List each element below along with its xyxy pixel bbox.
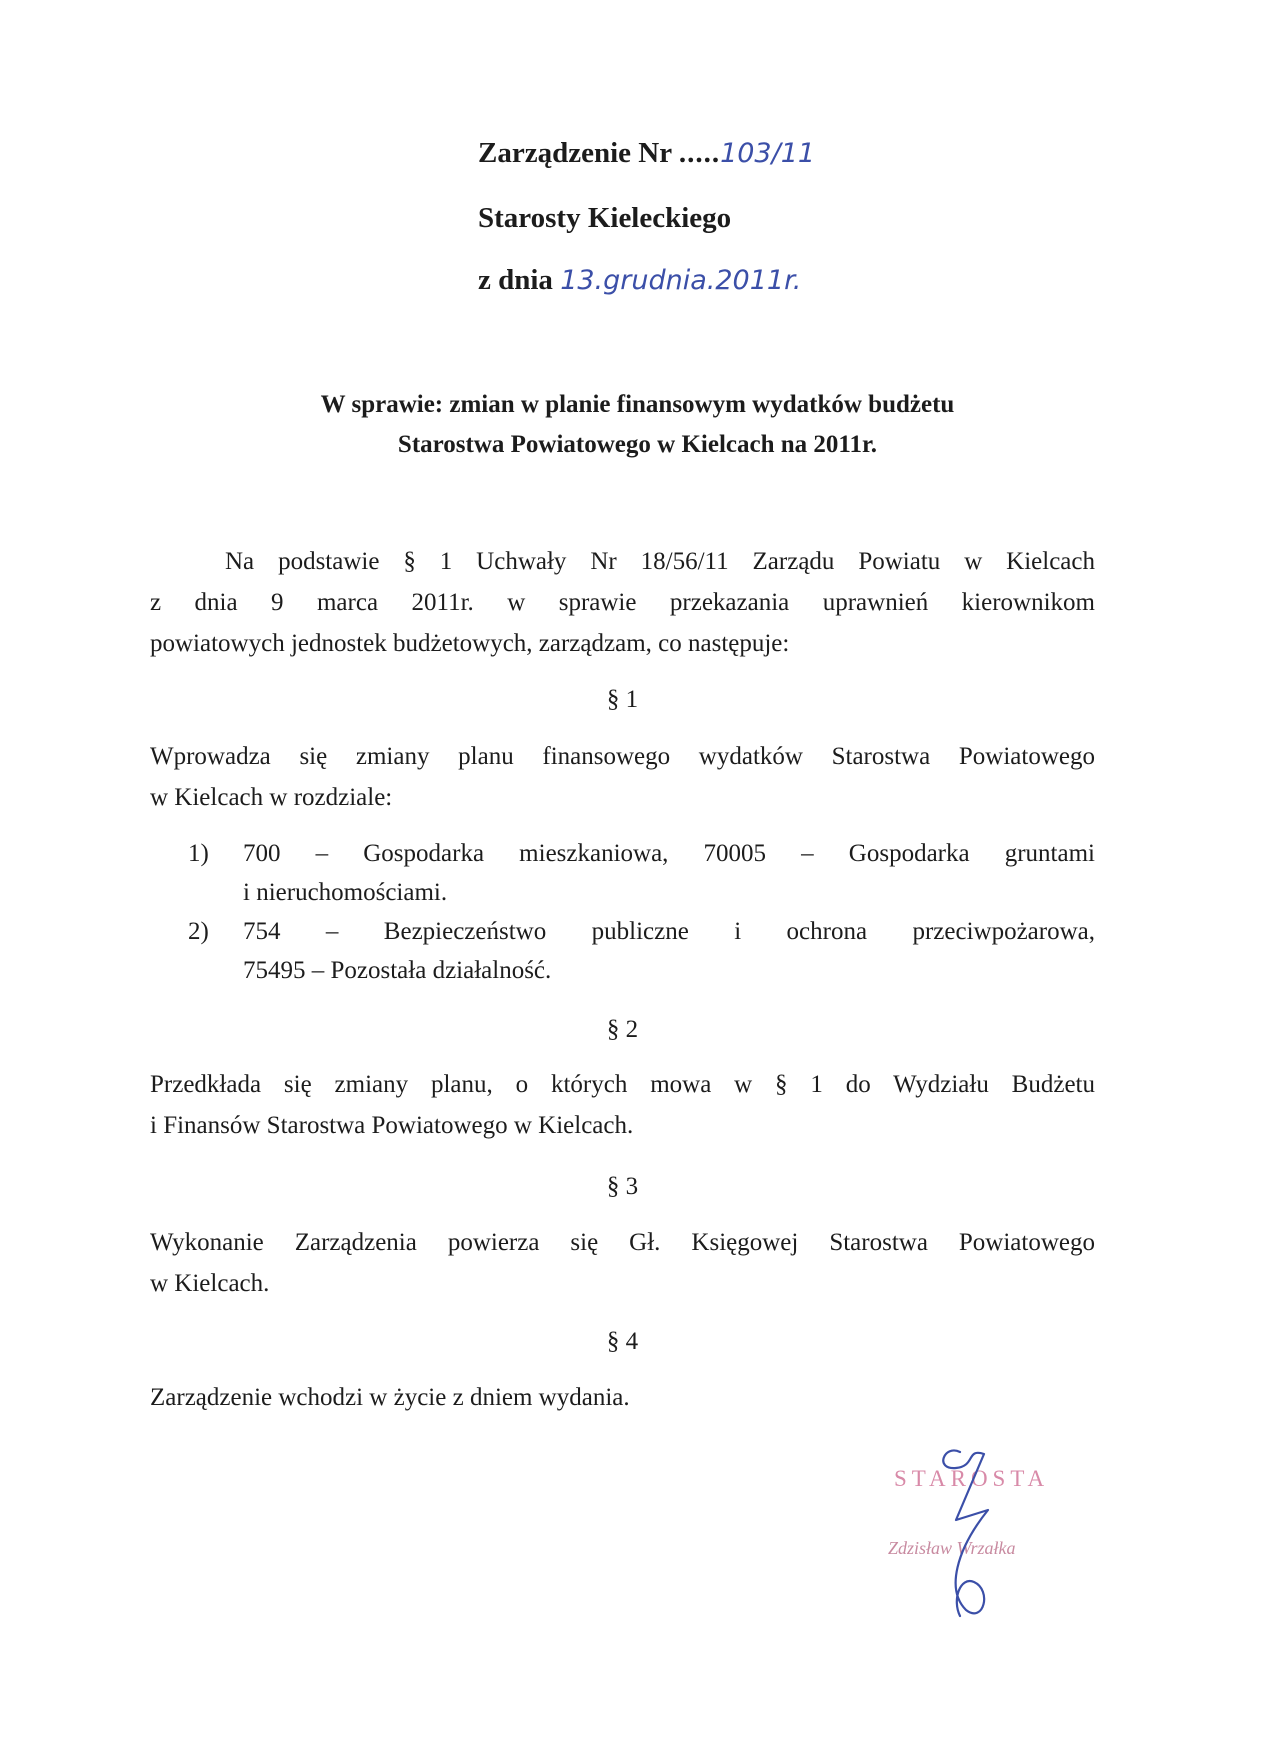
section-1-line-2: w Kielcach w rozdziale: bbox=[150, 784, 393, 811]
list-item-line-1: 700 – Gospodarka mieszkaniowa, 70005 – Gospodarka gruntami bbox=[243, 840, 1095, 867]
subject-line-1: W sprawie: zmian w planie finansowym wydatków budżetu bbox=[320, 391, 955, 418]
document-date bbox=[478, 262, 801, 299]
subject bbox=[150, 385, 1125, 465]
section-2-line-2: i Finansów Starostwa Powiatowego w Kielcach. bbox=[150, 1112, 634, 1139]
section-2-text bbox=[150, 1064, 1095, 1146]
date-prefix: z dnia bbox=[478, 264, 553, 296]
section-4-text bbox=[150, 1377, 1095, 1418]
issuing-authority: Starosty Kieleckiego bbox=[478, 202, 732, 234]
preamble-line-3: powiatowych jednostek budżetowych, zarządzam, co następuje: bbox=[150, 630, 790, 657]
section-1-heading: § 1 bbox=[606, 686, 639, 713]
section-3-line-1: Wykonanie Zarządzenia powierza się Gł. Księgowej Starostwa Powiatowego bbox=[150, 1229, 1095, 1256]
subject-line-2: Starostwa Powiatowego w Kielcach na 2011r. bbox=[397, 431, 878, 458]
section-2-heading: § 2 bbox=[606, 1016, 639, 1043]
section-3-line-2: w Kielcach. bbox=[150, 1270, 270, 1297]
preamble-line-1: Na podstawie § 1 Uchwały Nr 18/56/11 Zarządu Powiatu w Kielcach bbox=[225, 548, 1095, 575]
section-2-line-1: Przedkłada się zmiany planu, o których mowa w § 1 do Wydziału Budżetu bbox=[150, 1071, 1095, 1098]
stamp-name: Zdzisław Wrzałka bbox=[888, 1538, 1016, 1558]
section-3-text bbox=[150, 1222, 1095, 1304]
handwritten-date: 13.grudnia.2011r. bbox=[560, 265, 802, 296]
list-item-line-2: 75495 – Pozostała działalność. bbox=[243, 957, 552, 984]
number-dots: ..... bbox=[678, 137, 721, 169]
title-prefix: Zarządzenie Nr bbox=[478, 137, 672, 169]
document-title bbox=[478, 135, 815, 172]
section-4-line-1: Zarządzenie wchodzi w życie z dniem wydania. bbox=[150, 1384, 630, 1411]
list-item-number: 2) bbox=[188, 918, 209, 945]
stamp-title: STAROSTA bbox=[894, 1466, 1050, 1491]
list-item-line-2: i nieruchomościami. bbox=[243, 879, 448, 906]
official-stamp bbox=[888, 1440, 1118, 1630]
preamble bbox=[150, 541, 1095, 664]
list-item-text bbox=[243, 834, 1095, 912]
list-item-number: 1) bbox=[188, 840, 209, 867]
list-item-line-1: 754 – Bezpieczeństwo publiczne i ochrona przeciwpożarowa, bbox=[243, 918, 1095, 945]
handwritten-number: 103/11 bbox=[720, 138, 816, 169]
section-4-heading: § 4 bbox=[606, 1328, 639, 1355]
section-1-line-1: Wprowadza się zmiany planu finansowego wydatków Starostwa Powiatowego bbox=[150, 743, 1095, 770]
section-1-text bbox=[150, 736, 1095, 818]
list-item-text bbox=[243, 912, 1095, 990]
signature-icon bbox=[926, 1440, 1016, 1630]
preamble-line-2: z dnia 9 marca 2011r. w sprawie przekazania uprawnień kierownikom bbox=[150, 589, 1095, 616]
section-3-heading: § 3 bbox=[606, 1173, 639, 1200]
